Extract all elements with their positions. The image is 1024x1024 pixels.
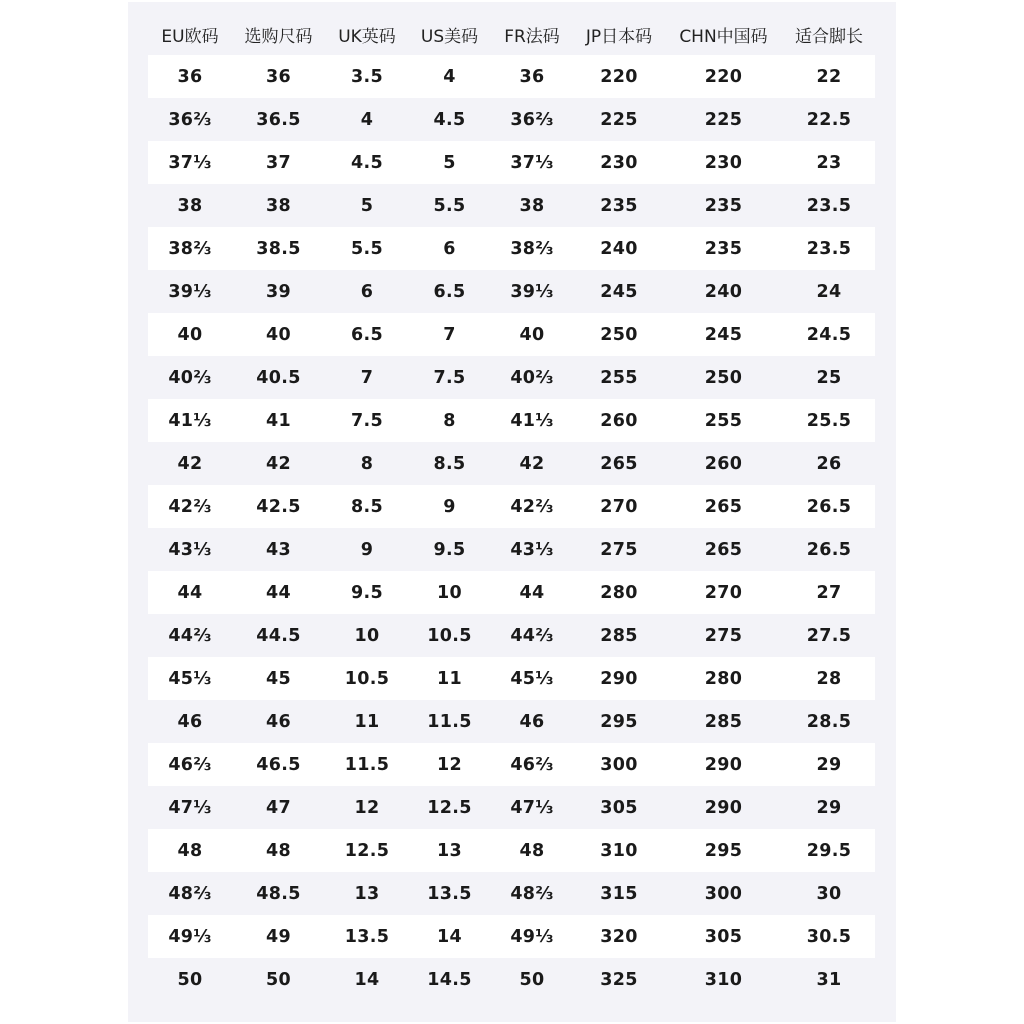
cell-foot-length: 30 [816,883,842,904]
cell-us: 8 [443,410,456,431]
cell-jp: 230 [600,152,638,173]
cell-eu: 40 [177,324,203,345]
table-row [148,872,875,915]
table-row [148,958,875,1001]
cell-selected-size: 43 [266,539,291,560]
cell-jp: 310 [600,840,638,861]
cell-foot-length: 30.5 [806,926,852,947]
cell-fr: 48 [519,840,545,861]
cell-eu: 46⅔ [168,754,212,775]
cell-chn: 255 [704,410,743,431]
cell-eu: 46 [177,711,203,732]
table-row [148,399,875,442]
cell-jp: 245 [600,281,638,302]
cell-eu: 43⅓ [168,539,212,560]
cell-us: 12.5 [427,797,472,818]
cell-foot-length: 26.5 [806,496,852,517]
header-uk: UK英码 [338,26,396,47]
cell-uk: 13 [354,883,380,904]
cell-fr: 42 [519,453,545,474]
table-row [148,356,875,399]
cell-eu: 37⅓ [168,152,212,173]
cell-fr: 38⅔ [510,238,554,259]
cell-selected-size: 46.5 [256,754,301,775]
cell-chn: 265 [704,496,743,517]
cell-foot-length: 28 [816,668,842,689]
cell-jp: 255 [600,367,638,388]
cell-chn: 310 [704,969,743,990]
cell-eu: 42⅔ [168,496,212,517]
cell-uk: 7.5 [351,410,383,431]
cell-chn: 275 [704,625,743,646]
table-row [148,571,875,614]
table-row [148,184,875,227]
cell-uk: 9.5 [351,582,383,603]
cell-us: 10.5 [427,625,472,646]
cell-us: 4 [443,66,456,87]
header-chn: CHN中国码 [679,26,768,47]
cell-selected-size: 45 [266,668,291,689]
cell-fr: 40⅔ [510,367,554,388]
cell-jp: 270 [600,496,638,517]
cell-jp: 320 [600,926,638,947]
header-fr: FR法码 [504,26,560,47]
cell-fr: 43⅓ [510,539,554,560]
cell-fr: 49⅓ [510,926,554,947]
cell-chn: 240 [704,281,743,302]
header-jp: JP日本码 [585,26,653,47]
cell-chn: 280 [704,668,743,689]
cell-eu: 44⅔ [168,625,212,646]
cell-selected-size: 40 [266,324,291,345]
cell-chn: 305 [704,926,743,947]
cell-uk: 10 [354,625,380,646]
cell-fr: 45⅓ [510,668,554,689]
cell-jp: 305 [600,797,638,818]
cell-us: 9 [443,496,456,517]
cell-eu: 38 [177,195,203,216]
cell-selected-size: 40.5 [256,367,301,388]
cell-foot-length: 29.5 [806,840,852,861]
cell-uk: 4 [360,109,374,130]
cell-jp: 225 [600,109,638,130]
cell-uk: 6.5 [351,324,383,345]
cell-uk: 5.5 [351,238,383,259]
cell-eu: 42 [177,453,203,474]
cell-selected-size: 46 [266,711,291,732]
cell-foot-length: 22 [816,66,842,87]
cell-selected-size: 44.5 [256,625,301,646]
cell-uk: 12 [354,797,380,818]
table-row [148,98,875,141]
cell-us: 13 [437,840,462,861]
size-chart-header [148,14,875,54]
cell-chn: 230 [704,152,743,173]
cell-selected-size: 44 [266,582,291,603]
cell-eu: 50 [177,969,203,990]
cell-uk: 11.5 [344,754,390,775]
cell-fr: 48⅔ [510,883,554,904]
cell-chn: 265 [704,539,743,560]
cell-chn: 220 [704,66,743,87]
header-foot-length: 适合脚长 [795,26,863,47]
cell-jp: 290 [600,668,638,689]
cell-chn: 225 [704,109,743,130]
cell-uk: 10.5 [344,668,390,689]
cell-chn: 250 [704,367,743,388]
cell-selected-size: 48 [266,840,291,861]
cell-selected-size: 39 [266,281,291,302]
cell-jp: 265 [600,453,638,474]
cell-us: 13.5 [427,883,472,904]
table-row [148,55,875,98]
cell-selected-size: 42.5 [256,496,301,517]
cell-foot-length: 23 [816,152,842,173]
cell-jp: 285 [600,625,638,646]
cell-selected-size: 38 [266,195,291,216]
cell-selected-size: 36 [266,66,291,87]
cell-us: 6.5 [433,281,466,302]
cell-foot-length: 26 [816,453,842,474]
cell-us: 4.5 [433,109,466,130]
header-us: US美码 [420,26,479,47]
cell-fr: 44 [519,582,545,603]
cell-jp: 325 [600,969,638,990]
cell-us: 9.5 [433,539,466,560]
cell-chn: 285 [704,711,743,732]
cell-eu: 40⅔ [168,367,212,388]
table-row [148,528,875,571]
cell-us: 6 [443,238,456,259]
cell-jp: 275 [600,539,638,560]
cell-foot-length: 25 [816,367,842,388]
cell-eu: 49⅓ [168,926,212,947]
cell-us: 8.5 [433,453,466,474]
cell-fr: 36⅔ [510,109,554,130]
cell-jp: 235 [600,195,638,216]
cell-foot-length: 26.5 [806,539,852,560]
cell-foot-length: 31 [816,969,842,990]
table-row [148,485,875,528]
cell-selected-size: 49 [266,926,291,947]
cell-fr: 40 [519,324,545,345]
cell-uk: 6 [360,281,374,302]
table-row [148,786,875,829]
table-row [148,700,875,743]
cell-chn: 235 [704,238,743,259]
cell-uk: 8.5 [351,496,383,517]
cell-eu: 47⅓ [168,797,212,818]
cell-uk: 4.5 [351,152,383,173]
cell-foot-length: 23.5 [806,238,852,259]
cell-selected-size: 42 [266,453,291,474]
cell-fr: 46⅔ [510,754,554,775]
cell-selected-size: 48.5 [256,883,301,904]
size-chart-body [148,55,875,1001]
cell-foot-length: 28.5 [806,711,852,732]
cell-fr: 39⅓ [510,281,554,302]
cell-jp: 250 [600,324,638,345]
cell-chn: 290 [704,754,743,775]
table-row [148,614,875,657]
cell-selected-size: 50 [266,969,291,990]
table-row [148,657,875,700]
cell-us: 14 [437,926,462,947]
table-row [148,270,875,313]
cell-jp: 295 [600,711,638,732]
cell-foot-length: 27.5 [806,625,852,646]
cell-foot-length: 29 [816,797,842,818]
cell-jp: 280 [600,582,638,603]
cell-jp: 260 [600,410,638,431]
cell-eu: 36⅔ [168,109,212,130]
table-row [148,313,875,356]
cell-selected-size: 38.5 [256,238,301,259]
cell-us: 10 [437,582,462,603]
table-row [148,227,875,270]
cell-chn: 235 [704,195,743,216]
cell-us: 14.5 [427,969,472,990]
cell-us: 5 [443,152,456,173]
cell-foot-length: 27 [816,582,842,603]
cell-us: 12 [437,754,462,775]
cell-us: 5.5 [433,195,466,216]
cell-uk: 5 [360,195,374,216]
cell-jp: 300 [600,754,638,775]
cell-fr: 46 [519,711,545,732]
cell-foot-length: 24.5 [806,324,852,345]
cell-foot-length: 25.5 [806,410,852,431]
cell-selected-size: 41 [266,410,291,431]
cell-eu: 44 [177,582,203,603]
cell-eu: 36 [177,66,203,87]
cell-foot-length: 29 [816,754,842,775]
cell-uk: 7 [360,367,374,388]
table-row [148,442,875,485]
cell-fr: 36 [519,66,545,87]
cell-eu: 45⅓ [168,668,212,689]
cell-jp: 240 [600,238,638,259]
cell-chn: 260 [704,453,743,474]
header-eu: EU欧码 [161,26,219,47]
cell-uk: 9 [360,539,374,560]
cell-selected-size: 36.5 [256,109,301,130]
cell-foot-length: 24 [816,281,842,302]
cell-eu: 39⅓ [168,281,212,302]
cell-fr: 37⅓ [510,152,554,173]
cell-chn: 270 [704,582,743,603]
cell-uk: 13.5 [344,926,390,947]
cell-uk: 14 [354,969,380,990]
cell-selected-size: 47 [266,797,291,818]
cell-uk: 8 [360,453,374,474]
cell-uk: 12.5 [344,840,390,861]
table-row [148,743,875,786]
cell-foot-length: 22.5 [806,109,852,130]
cell-chn: 295 [704,840,743,861]
cell-uk: 11 [354,711,380,732]
cell-jp: 315 [600,883,638,904]
cell-foot-length: 23.5 [806,195,852,216]
header-selected-size: 选购尺码 [244,26,313,47]
cell-eu: 38⅔ [168,238,212,259]
cell-fr: 44⅔ [510,625,554,646]
cell-fr: 38 [519,195,545,216]
cell-chn: 245 [704,324,743,345]
cell-jp: 220 [600,66,638,87]
cell-us: 7 [443,324,456,345]
table-row [148,915,875,958]
cell-fr: 41⅓ [510,410,554,431]
table-row [148,141,875,184]
cell-uk: 3.5 [351,66,383,87]
cell-us: 7.5 [433,367,466,388]
cell-selected-size: 37 [266,152,291,173]
cell-us: 11.5 [427,711,472,732]
cell-us: 11 [437,668,462,689]
cell-fr: 42⅔ [510,496,554,517]
cell-eu: 41⅓ [168,410,212,431]
cell-eu: 48 [177,840,203,861]
cell-fr: 47⅓ [510,797,554,818]
cell-chn: 300 [704,883,743,904]
table-row [148,829,875,872]
cell-fr: 50 [519,969,545,990]
cell-eu: 48⅔ [168,883,212,904]
cell-chn: 290 [704,797,743,818]
